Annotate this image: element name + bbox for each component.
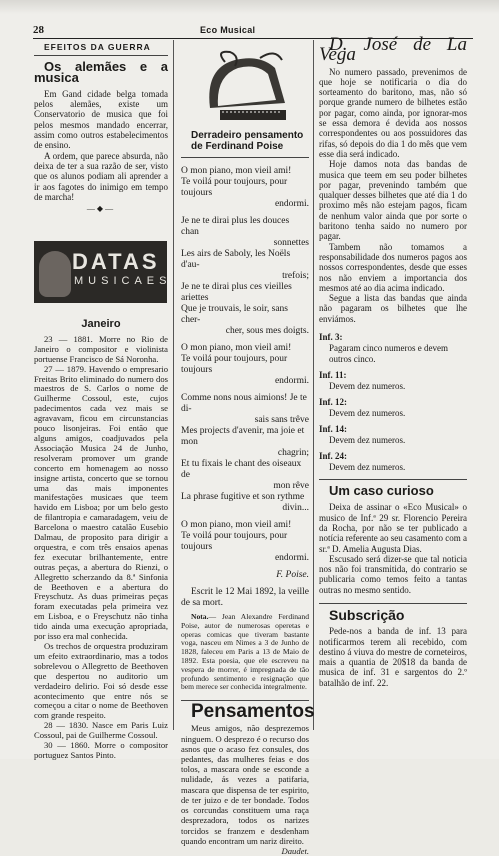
bands-list bbox=[319, 332, 467, 473]
right-column bbox=[319, 34, 467, 688]
middle-column bbox=[181, 130, 315, 856]
pensamentos-text: Meus amigos, não desprezemos ninguem. O desprezo é o recurso dos asnos que o acaso fez consules, dos pedantes, das mulheres feias e dos tolos, a mascara onde se esconde a nulidade, ás vezes a patifaria, mascara que dispensa de ter espirito, de ter juizo e de ter bondade. Todos os corcundas constituem uma raça desprezadora, todos os narizes torcidos se franzem e desdenham quando encontram um nariz direito. bbox=[181, 723, 309, 846]
article-paragraph: Em Gand cidade belga tomada pelos alemães, existe um Conservatorio de musica que foi pelos mesmos mandado encerrar, assim como outros estabelecimentos de ensino. bbox=[34, 88, 168, 151]
poem-line: sais sans trêve bbox=[254, 415, 309, 425]
left-column-dates bbox=[34, 320, 168, 761]
date-entry: Os trechos de orquestra produziram um efeito extraordinario, mas a todos sobrelevou o Allegretto de Beethoven que despertou no auditorio um verdadeiro delirio. Foi só desde esse acontecimento que entre nós se começou a citar o nome de Beethoven com grande respeito. bbox=[34, 641, 168, 721]
column-rule-left bbox=[173, 40, 174, 730]
poem-line: Mes projects d'avenir, ma joie et mon bbox=[181, 426, 305, 447]
left-column bbox=[34, 42, 168, 214]
poem-line: O mon piano, mon vieil ami! bbox=[181, 166, 292, 176]
datas-musicaes-banner bbox=[34, 241, 172, 303]
band-status: Devem dez numeros. bbox=[329, 435, 406, 446]
poem bbox=[181, 166, 309, 564]
article-paragraph: No numero passado, prevenimos de que hoje se notificaria o dia do sorteamento do baritono, mas, não só porque grande numero de bilhetes estão por pagar, como ainda, por ignorar-mos se essa demora é devida aos nossos correspondentes ou aos possuidores das rifas, só depois do dia 1 do mês que vem esse dia será indicado. bbox=[319, 66, 467, 159]
poem-stanza bbox=[181, 520, 309, 564]
poem-line: O mon piano, mon vieil ami! bbox=[181, 520, 292, 530]
poem-line: chagrin; bbox=[277, 448, 309, 458]
poem-stanza bbox=[181, 216, 309, 337]
banner-subtitle: MUSICAES bbox=[74, 275, 172, 287]
band-name: Inf. 14: bbox=[319, 424, 348, 435]
poem-line: endormi. bbox=[274, 376, 309, 386]
month-heading: Janeiro bbox=[81, 318, 121, 330]
date-entry: 28 — 1830. Nasce em Paris Luiz Cossoul, pai de Guilherme Cossoul. bbox=[34, 720, 168, 741]
poem-stanza bbox=[181, 343, 309, 387]
poem-line: Et tu fixais le chant des oiseaux de bbox=[181, 459, 302, 480]
ornament-divider: —◆— bbox=[86, 204, 116, 214]
divider bbox=[34, 55, 168, 56]
poem-dateline: Escrit le 12 Mai 1892, la veille de sa mort. bbox=[181, 587, 309, 608]
banner-portrait bbox=[39, 251, 71, 297]
poem-line: endormi. bbox=[274, 553, 309, 563]
pensamentos-title: Pensamentos bbox=[191, 701, 315, 723]
date-entry: 23 — 1881. Morre no Rio de Janeiro o compositor e violinista portuense Francisco de Sá Noronha. bbox=[34, 333, 168, 364]
page-number: 28 bbox=[33, 24, 44, 36]
poem-line: Te voilá pour toujours, pour toujours bbox=[181, 177, 288, 198]
poem-title-line2: de Ferdinand Poise bbox=[191, 141, 284, 152]
divider bbox=[181, 157, 309, 158]
section-heading: EFEITOS DA GUERRA bbox=[44, 42, 151, 52]
band-name: Inf. 24: bbox=[319, 451, 348, 462]
banner-title: DATAS bbox=[72, 249, 160, 274]
curioso-text-2: Escusado será dizer-se que tal noticia nos não foi transmitida, do contrario se publicaria como temos feito a tantas outras no mesmo sentido. bbox=[319, 553, 467, 595]
poem-line: Je ne te dirai plus les douces chan bbox=[181, 216, 290, 237]
date-entry: 27 — 1879. Havendo o empresario Freitas Brito eliminado do numero dos maestros de S. Carlos o nome de Guilherme Cossoul, este, cujos padecimentos cada vez mais se agravavam, ficou em circunstancias pouco lisonjeiras. Foi então que alguns amigos, coadjuvados pela Associação Musica 24 de Junho, resolveram promover um grande concerto em homenagem ao nosso insigne artista, concerto que se tornou uma das mais imponentes manifestações musicaes que teem havido em Lisboa; por um belo gesto de filantropia e camaradagem, veiu de Barcelona o maestro catalão Eusebio Dalmau, de proposito para dirigir a orquestra, e com três ensaios apenas fez executar brilhantemente, entre outras peças, a abertura do Rienzi, o Allegretto scherzando da 8.ª Sinfonia de Beethoven e a abertura do Freyschutz. As duas primeiras peças foram executadas pela primeira vez em Lisboa, e o Freyschutz não tinha tido ainda uma execução apropriada, por isso era mal conhecida. bbox=[34, 363, 168, 642]
poem-line: O mon piano, mon vieil ami! bbox=[181, 343, 292, 353]
article-title-vega: D. José de La Vega bbox=[319, 34, 467, 66]
band-name: Inf. 11: bbox=[319, 370, 347, 381]
poem-stanza bbox=[181, 166, 309, 210]
piano-vignette-illustration bbox=[190, 48, 300, 126]
article-paragraph: Hoje damos nota das bandas de musica que teem em seu poder bilhetes por pagar, prevenindo também que qualquer desses bilhetes que até dia 1 do proximo mês não estejam pagos, ficam de nenhum valor ainda que por sorte o baritono tenha saido no numero por pagar. bbox=[319, 159, 467, 242]
band-status: Pagaram cinco numeros e devem outros cinco. bbox=[329, 343, 448, 365]
divider bbox=[319, 603, 467, 604]
poem-line: sonnettes bbox=[273, 238, 309, 248]
poem-line: Te voilá pour toujours, pour toujours bbox=[181, 531, 288, 552]
poem-line: cher, sous mes doigts. bbox=[225, 326, 309, 336]
poem-title-line1: Derradeiro pensamento bbox=[191, 130, 304, 141]
poem-line: endormi. bbox=[274, 199, 309, 209]
poem-line: divin... bbox=[282, 503, 309, 513]
poem-line: Que je trouvais, le soir, sans cher- bbox=[181, 304, 289, 325]
poem-line: La phrase fugitive et son rythme bbox=[181, 492, 305, 502]
page-top-edge bbox=[0, 0, 499, 14]
band-name: Inf. 12: bbox=[319, 397, 348, 408]
subscricao-title: Subscrição bbox=[329, 606, 405, 623]
band-status: Devem dez numeros. bbox=[329, 462, 406, 473]
article-paragraph: A ordem, que parece absurda, não deixa de ter a sua razão de ser, visto que os alunos podiam ali aprender a ir aos fagotes do inimigo em tempo de marcha! bbox=[34, 150, 168, 202]
running-head: Eco Musical bbox=[200, 25, 256, 35]
note-label: Nota. bbox=[191, 612, 209, 621]
poem-note bbox=[181, 613, 309, 692]
poem-line: Les airs de Saboly, les Noëls d'au- bbox=[181, 249, 291, 270]
date-entry: 30 — 1860. Morre o compositor portuguez Santos Pinto. bbox=[34, 740, 168, 760]
poem-line: Comme nons nous aimions! Je te di- bbox=[181, 393, 307, 414]
article-title: Os alemães e a musica bbox=[34, 59, 168, 85]
subscricao-text: Pede-nos a banda de inf. 13 para notificarmos terem ali recebido, com destino á viuva do mestre de corneteiros, mais a quantia de 20$18 da banda de musica de inf. 31 e sargentos do 2.º batalhão de inf. 22. bbox=[319, 626, 467, 688]
poem-line: trefois; bbox=[282, 271, 309, 281]
pensamentos-signature: Daudet. bbox=[281, 845, 309, 856]
poem-stanza bbox=[181, 393, 309, 514]
poem-line: Te voilá pour toujours, pour toujours bbox=[181, 354, 288, 375]
poem-line: mon rêve bbox=[273, 481, 309, 491]
poem-line: Je ne te dirai plus ces vieilles ariettes bbox=[181, 282, 292, 303]
note-text: — Jean Alexandre Ferdinand Poise, autor de numerosas operetas e operas comicas que tiveram bastante voga, nasceu em Nimes a 3 de Junho de 1828, faleceu em Paris a 13 de Maio de 1892. Esta poesia, que ele escreveu na vespera de morrer, é impregnada de tão profundo sentimento e resignação que bem merece ser conhecida integralmente. bbox=[181, 612, 309, 692]
curioso-text: Deixa de assinar o «Eco Musical» o musico de Inf.ª 29 sr. Florencio Pereira da Rocha, por não se ter publicado a notícia referente ao seu casamento com a sr.ª D. Amelia Augusta Dias. bbox=[319, 502, 467, 554]
band-status: Devem dez numeros. bbox=[329, 408, 406, 419]
article-paragraph: Tambem não tomamos a responsabilidade dos numeros pagos aos nossos correspondentes, desde que esses nos não enviem a importancia dos mesmos até ao dia acima indicado. bbox=[319, 241, 467, 293]
band-name: Inf. 3: bbox=[319, 332, 343, 343]
article-paragraph: Segue a lista das bandas que ainda não pagaram os bilhetes que lhe enviámos. bbox=[319, 293, 467, 324]
poem-signature: F. Poise. bbox=[276, 570, 309, 580]
divider bbox=[319, 479, 467, 480]
band-status: Devem dez numeros. bbox=[329, 381, 406, 392]
curioso-title: Um caso curioso bbox=[329, 483, 434, 499]
column-rule-right bbox=[313, 40, 314, 730]
